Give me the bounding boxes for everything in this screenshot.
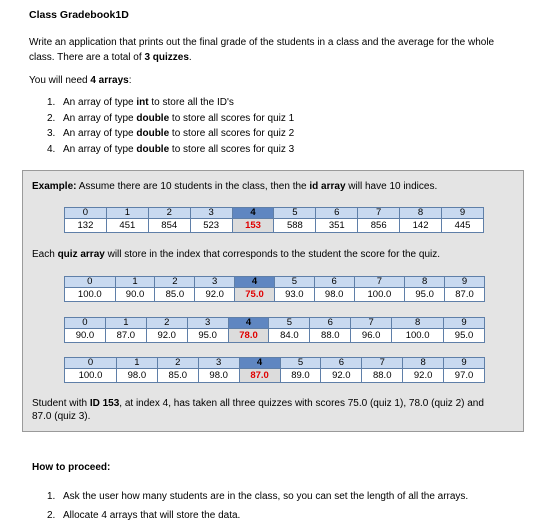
- value-cell: 451: [106, 219, 148, 233]
- value-cell: 87.0: [239, 369, 280, 383]
- index-cell: 5: [280, 358, 321, 369]
- value-cell: 92.0: [403, 369, 444, 383]
- list-number: 2.: [47, 510, 56, 521]
- value-cell: 92.0: [146, 329, 187, 343]
- index-cell: 9: [445, 277, 485, 288]
- value-cell: 588: [274, 219, 316, 233]
- index-row: [65, 358, 485, 369]
- id-array-table: [64, 207, 484, 233]
- summary-paragraph: [32, 397, 502, 423]
- quiz2-array-table: [64, 317, 485, 343]
- index-cell: 1: [116, 358, 157, 369]
- index-cell: 2: [155, 277, 195, 288]
- value-cell: 90.0: [115, 288, 155, 302]
- index-cell: 6: [314, 277, 354, 288]
- quiz-array-note: [32, 249, 440, 260]
- list-text: Allocate 4 arrays that will store the data.: [63, 510, 241, 521]
- value-cell: 100.0: [392, 329, 444, 343]
- list-text: Ask the user how many students are in the class, so you can set the length of all the arrays.: [63, 491, 469, 502]
- index-cell: 4: [239, 358, 280, 369]
- each-bold: quiz array: [57, 249, 105, 260]
- intro-text: Write an application that prints out the final grade of the students in a class and the average for the whole class. There are a total of: [29, 37, 495, 63]
- intro-bold: 3 quizzes: [144, 52, 189, 63]
- summary-text: , at index 4, has taken all three quizzes with scores 75.0 (quiz 1), 78.0 (quiz 2) and 87.0 (quiz 3).: [32, 398, 484, 422]
- index-cell: 7: [351, 318, 392, 329]
- index-cell: 3: [195, 277, 235, 288]
- need-end: :: [128, 75, 132, 86]
- index-cell: 0: [65, 318, 106, 329]
- how-to-proceed-heading: How to proceed:: [32, 462, 111, 473]
- index-cell: 6: [321, 358, 362, 369]
- value-cell: 78.0: [228, 329, 269, 343]
- list-item: [47, 510, 468, 529]
- summary-bold: ID 153: [89, 398, 120, 409]
- value-cell: 98.0: [116, 369, 157, 383]
- list-item: [47, 128, 294, 144]
- value-cell: 85.0: [157, 369, 198, 383]
- index-cell: 2: [148, 208, 190, 219]
- value-cell: 87.0: [105, 329, 146, 343]
- value-cell: 142: [400, 219, 442, 233]
- example-label: Example:: [32, 181, 77, 192]
- index-row: [65, 277, 485, 288]
- need-bold: 4 arrays: [90, 75, 129, 86]
- index-cell: 2: [146, 318, 187, 329]
- index-cell: 7: [362, 358, 403, 369]
- example-bold: id array: [309, 181, 346, 192]
- example-text: will have 10 indices.: [345, 181, 438, 192]
- array-requirements-list: [47, 97, 294, 159]
- value-cell: 88.0: [362, 369, 403, 383]
- index-cell: 8: [392, 318, 444, 329]
- list-text: to store all the ID's: [148, 97, 234, 108]
- value-cell: 98.0: [198, 369, 239, 383]
- value-cell: 92.0: [195, 288, 235, 302]
- list-type: double: [136, 112, 170, 124]
- index-cell: 7: [354, 277, 405, 288]
- list-text: to store all scores for quiz 1: [169, 112, 295, 124]
- index-row: [65, 208, 484, 219]
- index-cell: 4: [235, 277, 275, 288]
- steps-list: [47, 491, 468, 529]
- need-text: You will need: [29, 75, 91, 86]
- value-cell: 88.0: [310, 329, 351, 343]
- value-row: [65, 219, 484, 233]
- list-number: 1.: [47, 491, 56, 502]
- value-row: [65, 329, 485, 343]
- index-cell: 9: [442, 208, 484, 219]
- index-cell: 8: [403, 358, 444, 369]
- value-cell: 75.0: [235, 288, 275, 302]
- index-cell: 5: [274, 277, 314, 288]
- index-cell: 1: [106, 208, 148, 219]
- quiz3-array-table: [64, 357, 485, 383]
- value-cell: 100.0: [354, 288, 405, 302]
- index-cell: 6: [316, 208, 358, 219]
- index-cell: 3: [187, 318, 228, 329]
- list-number: 2.: [47, 112, 56, 124]
- index-cell: 3: [198, 358, 239, 369]
- value-cell: 84.0: [269, 329, 310, 343]
- index-cell: 0: [65, 208, 107, 219]
- example-line: [32, 181, 437, 192]
- index-cell: 8: [400, 208, 442, 219]
- value-cell: 132: [65, 219, 107, 233]
- list-text: An array of type: [63, 97, 137, 108]
- index-cell: 4: [232, 208, 274, 219]
- index-cell: 1: [105, 318, 146, 329]
- value-cell: 87.0: [445, 288, 485, 302]
- example-text: Assume there are 10 students in the class, then the: [76, 181, 310, 192]
- list-type: int: [136, 97, 149, 108]
- index-cell: 4: [228, 318, 269, 329]
- value-cell: 854: [148, 219, 190, 233]
- index-cell: 0: [65, 358, 117, 369]
- value-cell: 85.0: [155, 288, 195, 302]
- list-text: to store all scores for quiz 3: [169, 143, 295, 155]
- summary-text: Student with: [32, 398, 90, 409]
- index-cell: 5: [274, 208, 316, 219]
- value-cell: 100.0: [65, 288, 116, 302]
- value-cell: 153: [232, 219, 274, 233]
- value-cell: 95.0: [444, 329, 485, 343]
- intro-end: .: [188, 52, 192, 63]
- arrays-needed-line: [29, 75, 132, 86]
- value-cell: 90.0: [65, 329, 106, 343]
- index-cell: 3: [190, 208, 232, 219]
- value-cell: 856: [358, 219, 400, 233]
- index-cell: 0: [65, 277, 116, 288]
- list-text: An array of type: [63, 128, 137, 139]
- list-text: An array of type: [63, 112, 137, 124]
- index-row: [65, 318, 485, 329]
- value-cell: 92.0: [321, 369, 362, 383]
- intro-paragraph: [29, 35, 509, 65]
- value-cell: 100.0: [65, 369, 117, 383]
- list-type: double: [136, 143, 170, 155]
- list-type: double: [136, 128, 170, 139]
- list-number: 3.: [47, 128, 56, 139]
- index-cell: 1: [115, 277, 155, 288]
- index-cell: 6: [310, 318, 351, 329]
- value-row: [65, 369, 485, 383]
- index-cell: 7: [358, 208, 400, 219]
- list-item: [47, 97, 294, 113]
- index-cell: 2: [157, 358, 198, 369]
- value-row: [65, 288, 485, 302]
- value-cell: 95.0: [187, 329, 228, 343]
- each-text: Each: [32, 249, 58, 260]
- page-title: Class Gradebook1D: [29, 9, 129, 21]
- value-cell: 351: [316, 219, 358, 233]
- list-text: An array of type: [63, 143, 137, 155]
- list-item: [47, 491, 468, 510]
- value-cell: 93.0: [274, 288, 314, 302]
- value-cell: 89.0: [280, 369, 321, 383]
- each-text: will store in the index that corresponds to the student the score for the quiz.: [104, 249, 441, 260]
- quiz1-array-table: [64, 276, 485, 302]
- value-cell: 523: [190, 219, 232, 233]
- index-cell: 8: [405, 277, 445, 288]
- list-item: [47, 144, 294, 160]
- list-text: to store all scores for quiz 2: [169, 128, 295, 139]
- value-cell: 97.0: [444, 369, 485, 383]
- list-number: 4.: [47, 143, 56, 155]
- index-cell: 9: [444, 318, 485, 329]
- value-cell: 98.0: [314, 288, 354, 302]
- index-cell: 5: [269, 318, 310, 329]
- value-cell: 445: [442, 219, 484, 233]
- value-cell: 95.0: [405, 288, 445, 302]
- index-cell: 9: [444, 358, 485, 369]
- list-number: 1.: [47, 97, 56, 108]
- value-cell: 96.0: [351, 329, 392, 343]
- list-item: [47, 113, 294, 129]
